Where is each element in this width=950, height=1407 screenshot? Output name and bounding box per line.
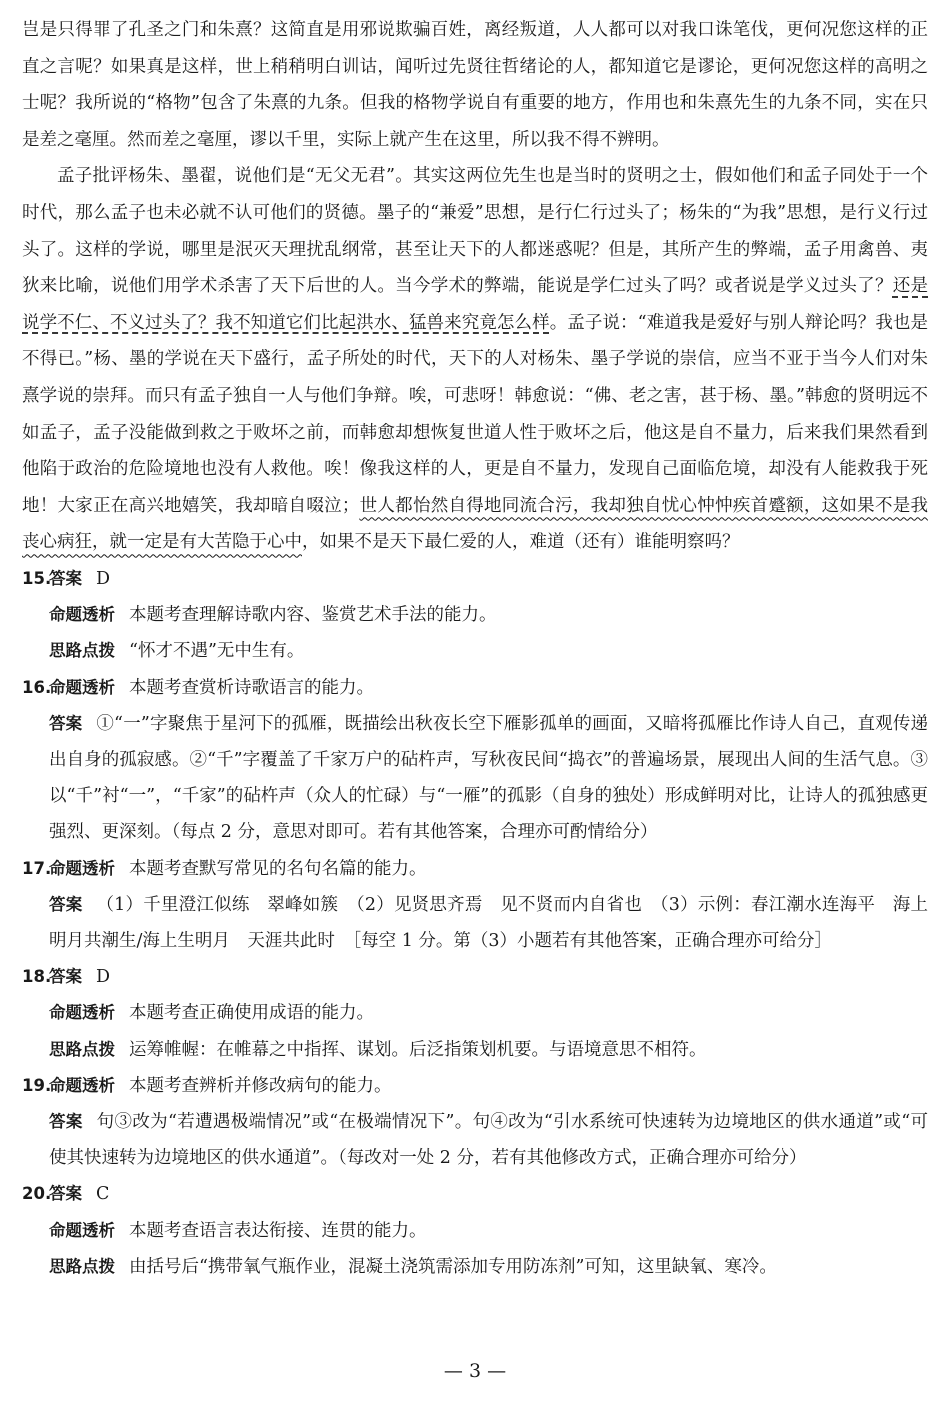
answer-text: （1）千里澄江似练 翠峰如簇 （2）见贤思齐焉 见不贤而内自省也 （3）示例：春江潮水连海平 海上明月共潮生/海上生明月 天涯共此时 ［每空 1 分。第（3）小题若有其他答案，正确合理亦可给分］ <box>49 894 929 951</box>
analysis-label: 命题透析 <box>49 677 115 697</box>
passage-text: 。孟子说：“难道我是爱好与别人辩论吗？我也是不得已。”杨、墨的学说在天下盛行，孟子所处的时代，天下的人对杨朱、墨子学说的崇信，应当不亚于当今人们对朱熹学说的崇拜。而只有孟子独自一人与他们争辩。唉，可悲呀！韩愈说：“佛、老之害，甚于杨、墨。”韩愈的贤明远不如孟子，孟子没能做到救之于败坏之前，而韩愈却想恢复世道人性于败坏之后，他这是自不量力，后来我们果然看到他陷于政治的危险境地也没有人救他。唉！像我这样的人，更是自不量力，发现自己面临危境，却没有人能救我于死地！大家正在高兴地嬉笑，我却暗自啜泣； <box>22 312 929 516</box>
analysis-text: 本题考查默写常见的名句名篇的能力。 <box>129 858 427 879</box>
question-number: 19. <box>22 1075 52 1095</box>
analysis-label: 命题透析 <box>49 1003 115 1023</box>
hint-text: 运筹帷幄：在帷幕之中指挥、谋划。后泛指策划机要。与语境意思不相符。 <box>129 1039 707 1060</box>
hint-label: 思路点拨 <box>49 1039 115 1059</box>
answer-text: 句③改为“若遭遇极端情况”或“在极端情况下”。句④改为“引水系统可快速转为边境地区的供水通道”或“可使其快速转为边境地区的供水通道”。（每改对一处 2 分，若有其他修改方式，正确合理亦可给分） <box>49 1111 929 1169</box>
hint-text: 由括号后“携带氧气瓶作业，混凝土浇筑需添加专用防冻剂”可知，这里缺氧、寒冷。 <box>129 1256 777 1277</box>
analysis-label: 命题透析 <box>49 858 115 878</box>
answer-label: 答案 <box>49 713 83 733</box>
answer-text: ①“一”字聚焦于星河下的孤雁，既描绘出秋夜长空下雁影孤单的画面，又暗将孤雁比作诗人自己，直观传递出自身的孤寂感。②“千”字覆盖了千家万户的砧杵声，写秋夜民间“捣衣”的普遍场景，展现出人间的生活气息。③以“千”衬“一”，“千家”的砧杵声（众人的忙碌）与“一雁”的孤影（自身的独处）形成鲜明对比，让诗人的孤独感更强烈、更深刻。（每点 2 分，意思对即可。若有其他答案，合理亦可酌情给分） <box>49 713 929 843</box>
answer-value: C <box>96 1184 110 1205</box>
question-number: 17. <box>22 858 52 878</box>
question-18 <box>22 959 928 1068</box>
question-15 <box>22 561 928 670</box>
passage-text: ，如果不是天下最仁爱的人，难道（还有）谁能明察吗？ <box>302 532 740 553</box>
answer-value: D <box>96 967 111 988</box>
answer-value: D <box>96 568 111 589</box>
answer-label: 答案 <box>49 568 82 588</box>
answer-label: 答案 <box>49 894 83 914</box>
hint-text: “怀才不遇”无中生有。 <box>129 641 305 662</box>
analysis-text: 本题考查语言表达衔接、连贯的能力。 <box>129 1220 427 1241</box>
question-number: 20. <box>22 1184 52 1204</box>
analysis-text: 本题考查正确使用成语的能力。 <box>129 1003 374 1024</box>
passage-text: 孟子批评杨朱、墨翟，说他们是“无父无君”。其实这两位先生也是当时的贤明之士，假如他们和孟子同处于一个时代，那么孟子也未必就不认可他们的贤德。墨子的“兼爱”思想，是行仁行过头了；杨朱的“为我”思想，是行义行过头了。这样的学说，哪里是泯灭天理扰乱纲常，甚至让天下的人都迷惑呢？但是，其所产生的弊端，孟子用禽兽、夷狄来比喻，说他们用学术杀害了天下后世的人。当今学术的弊端，能说是学仁过头了吗？或者说是学义过头了？ <box>22 166 928 297</box>
question-number: 16. <box>22 677 52 697</box>
question-19 <box>22 1068 928 1177</box>
wavy-underline-sentence: 世人都怡然自得地同流合污，我却独自忧心忡忡疾首蹙额，这如果不是我丧心病狂，就一定是有大苦隐于心中 <box>22 495 928 553</box>
answer-label: 答案 <box>49 1111 83 1131</box>
page-number: — 3 — <box>443 1360 507 1382</box>
passage-paragraph-1: 岂是只得罪了孔圣之门和朱熹？这简直是用邪说欺骗百姓，离经叛道，人人都可以对我口诛笔伐，更何况您这样的正直之言呢？如果真是这样，世上稍稍明白训诂，闻听过先贤往哲绪论的人，都知道它是谬论，更何况您这样的高明之士呢？我所说的“格物”包含了朱熹的九条。但我的格物学说自有重要的地方，作用也和朱熹先生的九条不同，实在只是差之毫厘。然而差之毫厘，谬以千里，实际上就产生在这里，所以我不得不辨明。 <box>22 20 928 150</box>
answer-label: 答案 <box>49 967 82 987</box>
analysis-label: 命题透析 <box>49 1220 115 1240</box>
question-number: 15. <box>22 568 52 588</box>
analysis-text: 本题考查辨析并修改病句的能力。 <box>129 1075 392 1096</box>
passage-paragraph-2 <box>22 158 928 561</box>
question-17 <box>22 851 928 960</box>
analysis-text: 本题考查理解诗歌内容、鉴赏艺术手法的能力。 <box>129 605 497 626</box>
analysis-label: 命题透析 <box>49 605 115 625</box>
question-20 <box>22 1176 928 1285</box>
question-number: 18. <box>22 967 52 987</box>
hint-label: 思路点拨 <box>49 1256 115 1276</box>
hint-label: 思路点拨 <box>49 641 115 661</box>
dashed-underline-sentence: 还是说学不仁、不义过头了？我不知道它们比起洪水、猛兽来究竟怎么样 <box>22 276 929 333</box>
question-16 <box>22 670 928 851</box>
answer-label: 答案 <box>49 1184 82 1204</box>
analysis-label: 命题透析 <box>49 1075 115 1095</box>
analysis-text: 本题考查赏析诗歌语言的能力。 <box>129 677 374 698</box>
